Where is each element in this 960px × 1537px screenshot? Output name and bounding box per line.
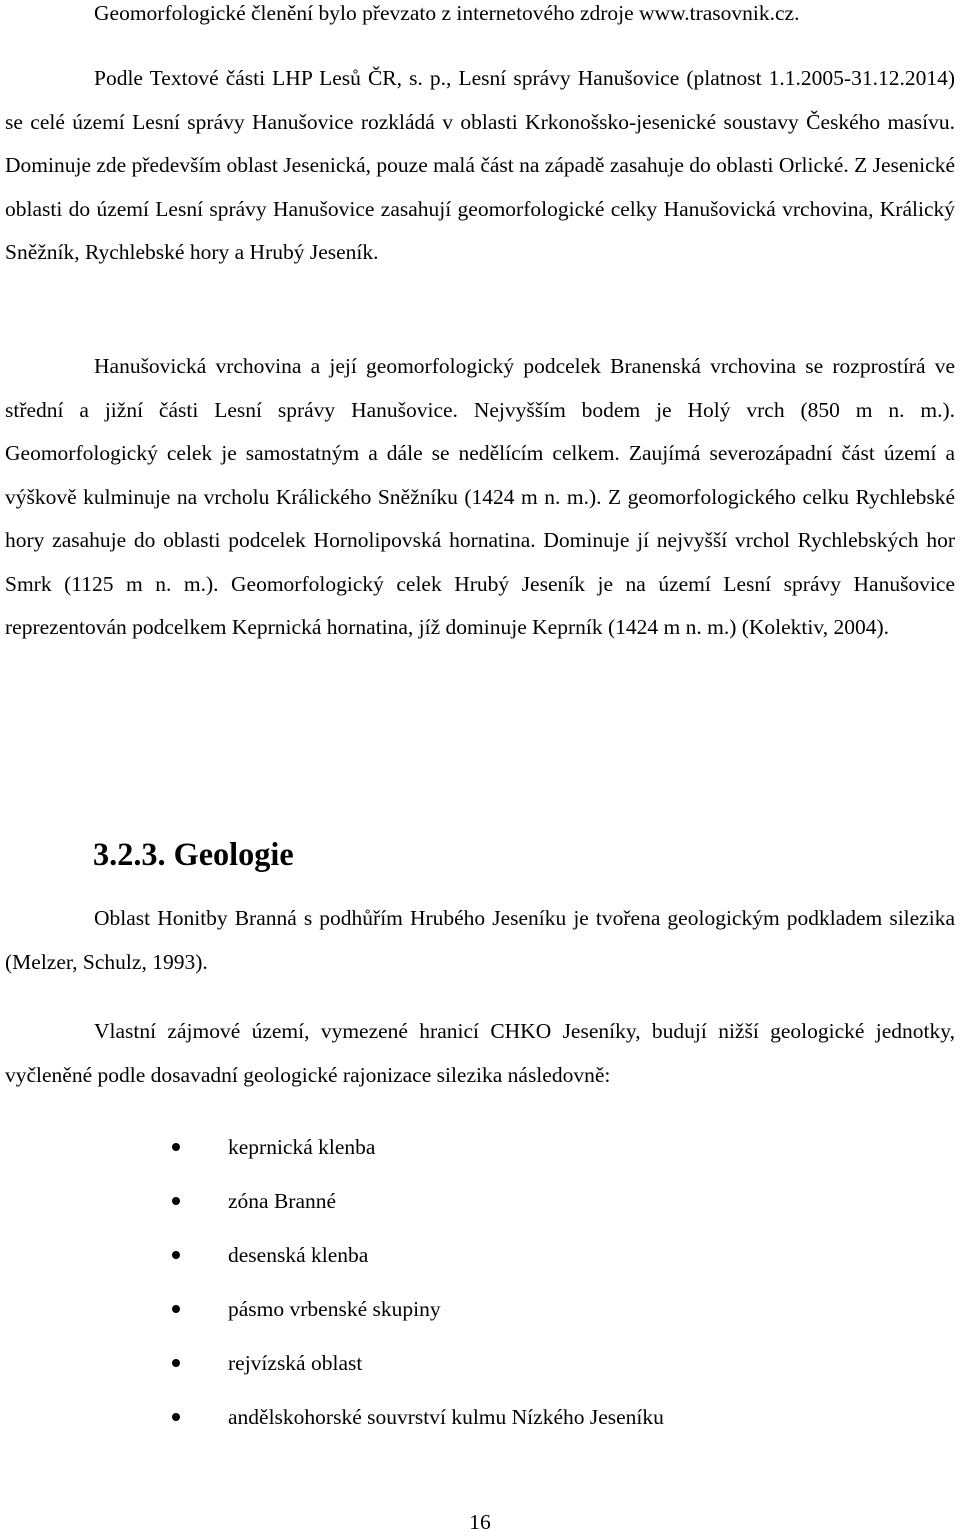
- paragraph-geologic-units-text: Vlastní zájmové území, vymezené hranicí CHKO Jeseníky, budují nižší geologické jednotky, vyčleněné podle dosavadní geologické rajonizace silezika následovně:: [5, 1019, 955, 1087]
- list-item: [0, 1120, 664, 1174]
- paragraph-source: [5, 0, 955, 36]
- bullet-icon: [172, 1359, 180, 1367]
- bullet-icon: [172, 1413, 180, 1421]
- list-item-text: rejvízská oblast: [228, 1351, 363, 1375]
- paragraph-hanusovicka-vrchovina-text: Hanušovická vrchovina a její geomorfologický podcelek Branenská vrchovina se rozprostírá ve střední a jižní části Lesní správy Hanušovice. Nejvyšším bodem je Holý vrch (850 m n. m.). Geomorfologický celek je samostatným a dále se nedělícím celkem. Zaujímá severozápadní část území a výškově kulminuje na vrcholu Králického Sněžníku (1424 m n. m.). Z geomorfologického celku Rychlebské hory zasahuje do oblasti podcelek Hornolipovská hornatina. Dominuje jí nejvyšší vrchol Rychlebských hor Smrk (1125 m n. m.). Geomorfologický celek Hrubý Jeseník je na území Lesní správy Hanušovice reprezentován podcelkem Keprnická hornatina, jíž dominuje Keprník (1424 m n. m.) (Kolektiv, 2004).: [5, 354, 955, 639]
- list-item: [0, 1228, 664, 1282]
- bullet-icon: [172, 1305, 180, 1313]
- paragraph-geomorphology-text: Podle Textové části LHP Lesů ČR, s. p., Lesní správy Hanušovice (platnost 1.1.2005-31.12.2014) se celé území Lesní správy Hanušovice rozkládá v oblasti Krkonošsko-jesenické soustavy Českého masívu. Dominuje zde především oblast Jesenická, pouze malá část na západě zasahuje do oblasti Orlické. Z Jesenické oblasti do území Lesní správy Hanušovice zasahují geomorfologické celky Hanušovická vrchovina, Králický Sněžník, Rychlebské hory a Hrubý Jeseník.: [5, 66, 955, 264]
- list-item: [0, 1174, 664, 1228]
- bullet-icon: [172, 1251, 180, 1259]
- list-item: [0, 1282, 664, 1336]
- paragraph-source-text: Geomorfologické členění bylo převzato z internetového zdroje www.trasovnik.cz.: [94, 1, 800, 25]
- paragraph-honitba-text: Oblast Honitby Branná s podhůřím Hrubého Jeseníku je tvořena geologickým podkladem silezika (Melzer, Schulz, 1993).: [5, 906, 955, 974]
- bullet-icon: [172, 1143, 180, 1151]
- paragraph-honitba: [5, 897, 955, 984]
- geologic-units-list: [0, 1120, 664, 1444]
- page-number: 16: [469, 1510, 491, 1534]
- section-heading: 3.2.3. Geologie: [93, 836, 294, 872]
- list-item-text: pásmo vrbenské skupiny: [228, 1297, 441, 1321]
- paragraph-geologic-units: [5, 1010, 955, 1097]
- list-item-text: zóna Branné: [228, 1189, 337, 1213]
- paragraph-hanusovicka-vrchovina: [5, 345, 955, 650]
- list-item: [0, 1390, 664, 1444]
- bullet-icon: [172, 1197, 180, 1205]
- list-item-text: andělskohorské souvrství kulmu Nízkého Jeseníku: [228, 1405, 664, 1429]
- paragraph-geomorphology: [5, 57, 955, 275]
- list-item-text: keprnická klenba: [228, 1135, 376, 1159]
- list-item: [0, 1336, 664, 1390]
- list-item-text: desenská klenba: [228, 1243, 369, 1267]
